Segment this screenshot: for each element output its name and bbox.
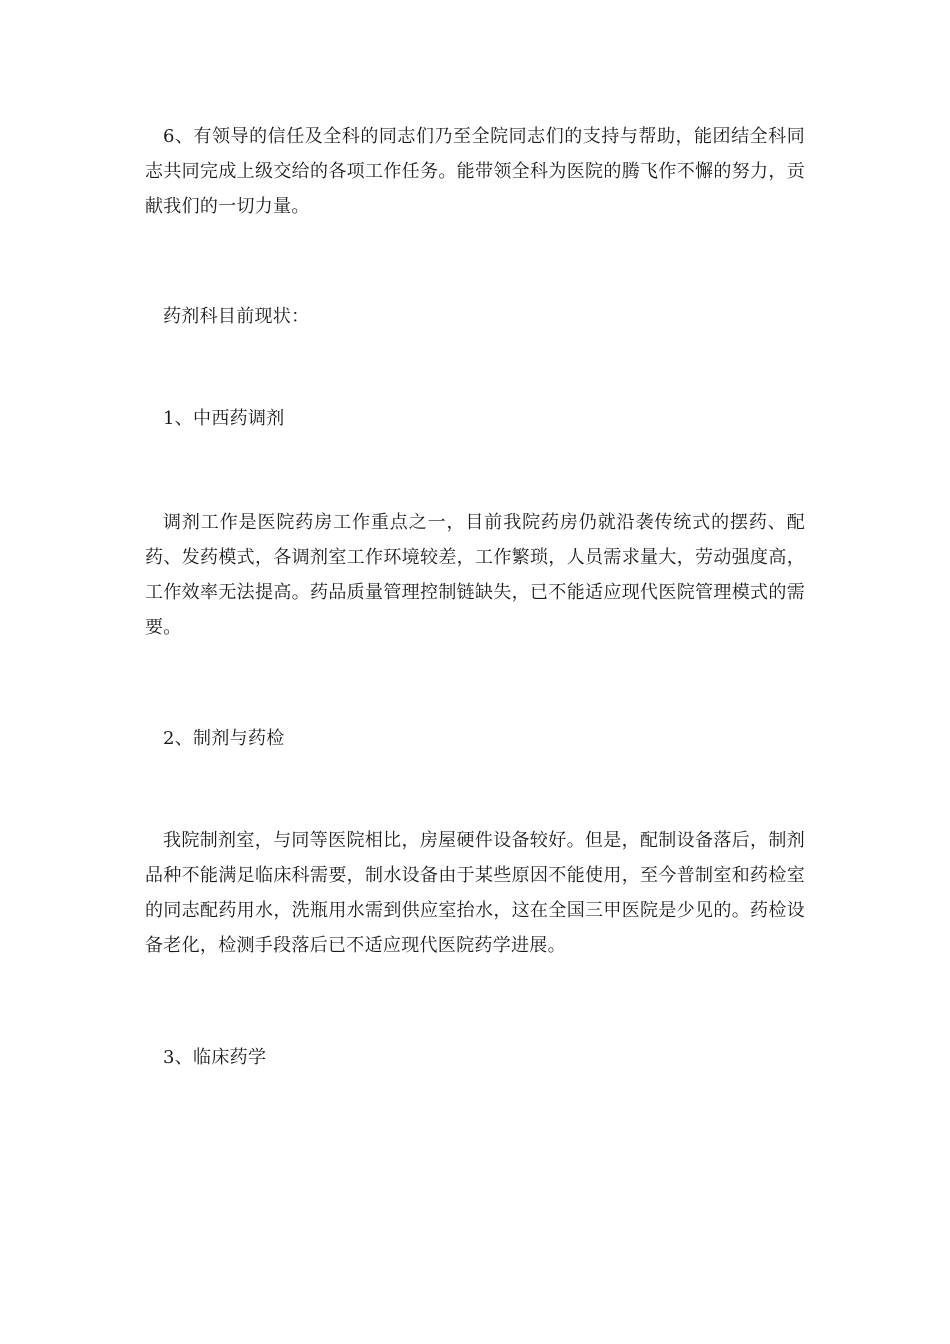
paragraph-item-6: 6、有领导的信任及全科的同志们乃至全院同志们的支持与帮助，能团结全科同志共同完成上级交给的各项工作任务。能带领全科为医院的腾飞作不懈的努力，贡献我们的一切力量。 <box>145 126 805 217</box>
paragraph-preparation-inspection: 我院制剂室，与同等医院相比，房屋硬件设备较好。但是，配制设备落后，制剂品种不能满足临床科需要，制水设备由于某些原因不能使用，至今普制室和药检室的同志配药用水，洗瓶用水需到供应室抬水，这在全国三甲医院是少见的。药检设备老化，检测手段落后已不适应现代医院药学进展。 <box>145 830 805 956</box>
heading-preparation-inspection: 2、制剂与药检 <box>163 728 285 749</box>
heading-dispensing: 1、中西药调剂 <box>163 408 285 429</box>
section-title: 药剂科目前现状： <box>163 306 310 327</box>
paragraph-dispensing: 调剂工作是医院药房工作重点之一，目前我院药房仍就沿袭传统式的摆药、配药、发药模式，各调剂室工作环境较差，工作繁琐，人员需求量大，劳动强度高，工作效率无法提高。药品质量管理控制链缺失，已不能适应现代医院管理模式的需要。 <box>145 512 805 638</box>
heading-clinical-pharmacy: 3、临床药学 <box>163 1047 267 1068</box>
